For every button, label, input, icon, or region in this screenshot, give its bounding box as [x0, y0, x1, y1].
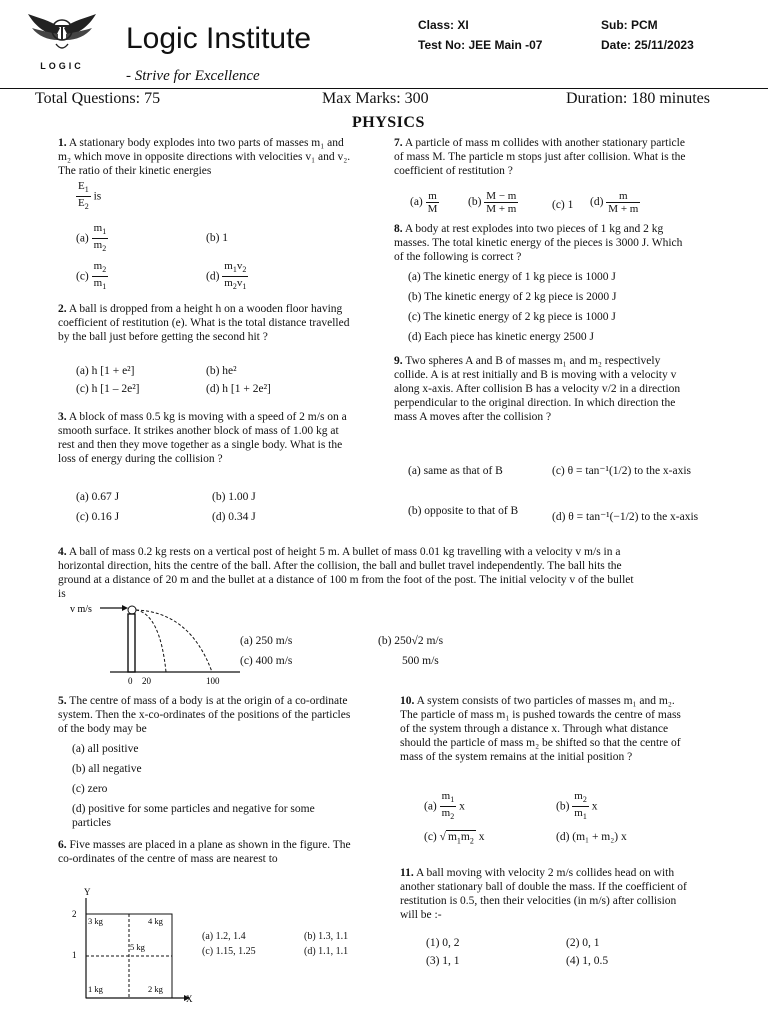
svg-text:100: 100: [206, 676, 220, 686]
question-6: [58, 838, 354, 866]
option-a[interactable]: (a) same as that of B: [408, 465, 503, 477]
svg-text:X: X: [186, 994, 193, 1004]
option-d[interactable]: (d) Each piece has kinetic energy 2500 J: [408, 331, 594, 343]
winged-emblem-icon: [26, 10, 98, 58]
mass-grid-figure: [66, 886, 200, 1008]
option-a[interactable]: (a) $\frac{m_1}{m_2}$ x: [424, 790, 465, 822]
question-number: 5.: [58, 695, 67, 707]
question-text: A system consists of two particles of masses m₁ and m₂. The particle of mass m₁ is pushed towards the centre of mass of the system through a distance x. Through what distance should the particle of mass m₂ be shifted so that the centre of mass of the system remains at the initial position ?: [400, 695, 681, 763]
question-number: 8.: [394, 223, 403, 235]
svg-text:Y: Y: [84, 887, 91, 897]
question-4: [58, 545, 636, 601]
svg-text:5 kg: 5 kg: [130, 942, 145, 952]
option-a[interactable]: (a) h [1 + e²]: [76, 365, 135, 377]
question-number: 11.: [400, 867, 414, 879]
tagline: - Strive for Excellence: [126, 68, 260, 84]
svg-text:1: 1: [72, 950, 77, 960]
option-b[interactable]: (b) 1.00 J: [212, 491, 256, 503]
option-c[interactable]: (c) zero: [72, 783, 108, 795]
question-text: A particle of mass m collides with another stationary particle of mass M. The particle m stops just after collision. What is the coefficient of restitution ?: [394, 137, 686, 177]
option-a[interactable]: (a) $\frac{m}{M}$: [410, 190, 438, 215]
logo-caption: LOGIC: [40, 61, 84, 71]
test-date: Date: 25/11/2023: [601, 38, 694, 52]
option-b[interactable]: (b) The kinetic energy of 2 kg piece is 2000 J: [408, 291, 617, 303]
projectile-figure: [70, 600, 250, 686]
question-number: 1.: [58, 137, 67, 149]
question-text: A stationary body explodes into two parts of masses m₁ and m₂ which move in opposite directions with velocities v₁ and v₂. The ratio of their kinetic energies: [58, 137, 351, 177]
question-1: [58, 136, 354, 178]
question-7: [394, 136, 688, 178]
svg-text:1 kg: 1 kg: [88, 984, 103, 994]
option-a[interactable]: (1) 0, 2: [426, 937, 460, 949]
option-d[interactable]: (d) h [1 + 2e²]: [206, 383, 271, 395]
option-c[interactable]: (c) √ $m_1m_2$ x: [424, 831, 485, 846]
question-text: A block of mass 0.5 kg is moving with a speed of 2 m/s on a smooth surface. It strikes another block of mass of 1.00 kg at rest and then they move together as a single body. What is the loss of energy during the collision ?: [58, 411, 347, 465]
question-number: 9.: [394, 355, 403, 367]
duration: Duration: 180 minutes: [566, 90, 710, 107]
option-c[interactable]: (c) θ = tan⁻¹(1/2) to the x-axis: [552, 465, 692, 477]
question-number: 2.: [58, 303, 67, 315]
question-text: A ball of mass 0.2 kg rests on a vertical post of height 5 m. A bullet of mass 0.01 kg travelling with a velocity v m/s in a horizontal direction, hits the centre of the ball. After the collision, the ball and bullet travel independently. The ball hits the ground at a distance of 20 m and the bullet at a distance of 100 m from the foot of the post. The initial velocity v of the bullet is: [58, 546, 634, 600]
option-c[interactable]: (c) 400 m/s: [240, 655, 293, 667]
q1-ratio: $\frac{E_1}{E_2}$ is: [78, 180, 102, 212]
svg-text:0: 0: [128, 676, 133, 686]
option-c[interactable]: (c) 1.15, 1.25: [202, 946, 256, 957]
option-c[interactable]: (3) 1, 1: [426, 955, 460, 967]
question-text: A body at rest explodes into two pieces of 1 kg and 2 kg masses. The total kinetic energy of the pieces is 3000 J. Which of the following is correct ?: [394, 223, 683, 263]
option-b[interactable]: (b) opposite to that of B: [408, 505, 519, 517]
logo: [26, 10, 98, 71]
question-10: [400, 694, 690, 764]
svg-text:2: 2: [72, 909, 77, 919]
option-b[interactable]: (b) all negative: [72, 763, 142, 775]
option-d[interactable]: (d) θ = tan⁻¹(−1/2) to the x-axis: [552, 511, 699, 523]
question-number: 6.: [58, 839, 67, 851]
velocity-label: v m/s: [70, 604, 92, 615]
question-number: 4.: [58, 546, 67, 558]
test-number: Test No: JEE Main -07: [418, 38, 543, 52]
question-8: [394, 222, 688, 264]
question-9: [394, 354, 692, 424]
post-icon: [128, 614, 135, 672]
question-3: [58, 410, 354, 466]
question-number: 10.: [400, 695, 415, 707]
header-divider: [0, 88, 768, 89]
question-text: A ball moving with velocity 2 m/s collides head on with another stationary ball of double the mass. If the coefficient of restitution is 0.5, then their velocities (in m/s) after collision will be :-: [400, 867, 687, 921]
question-5: [58, 694, 354, 736]
total-questions: Total Questions: 75: [35, 90, 161, 107]
max-marks: Max Marks: 300: [322, 90, 429, 107]
svg-text:2 kg: 2 kg: [148, 984, 163, 994]
option-b[interactable]: (b) 1: [206, 232, 229, 244]
subject-label: Sub: PCM: [601, 18, 658, 32]
option-d[interactable]: (d) $\frac{m_1v_2}{m_2v_1}$: [206, 260, 247, 292]
question-number: 3.: [58, 411, 67, 423]
option-d[interactable]: (d) (m₁ + m₂) x: [556, 831, 627, 843]
svg-text:20: 20: [142, 676, 151, 686]
option-d[interactable]: (d) $\frac{m}{M + m}$: [590, 190, 639, 215]
svg-text:4 kg: 4 kg: [148, 916, 163, 926]
question-text: The centre of mass of a body is at the origin of a co-ordinate system. Then the x-co-ordinates of the positions of the particles of the body may be: [58, 695, 351, 735]
question-text: Two spheres A and B of masses m₁ and m₂ respectively collide. A is at rest initially and B is moving with a velocity v along x-axis. After collision B has a velocity v/2 in a direction perpendicular to the original direction. In which direction the mass A moves after the collision ?: [394, 355, 681, 423]
class-label: Class: XI: [418, 18, 469, 32]
option-a[interactable]: (a) 0.67 J: [76, 491, 120, 503]
section-title: PHYSICS: [352, 114, 425, 131]
option-c[interactable]: (c) $\frac{m_2}{m_1}$: [76, 260, 107, 292]
question-11: [400, 866, 690, 922]
option-b[interactable]: (b) $\frac{M - m}{M + m}$: [468, 190, 517, 215]
ball-icon: [128, 606, 136, 614]
option-d[interactable]: (4) 1, 0.5: [566, 955, 609, 967]
institute-name: Logic Institute: [126, 22, 312, 55]
option-b[interactable]: (2) 0, 1: [566, 937, 600, 949]
option-c[interactable]: (c) h [1 – 2e²]: [76, 383, 140, 395]
svg-text:3 kg: 3 kg: [88, 916, 103, 926]
question-2: [58, 302, 354, 344]
option-d[interactable]: (d) positive for some particles and negative for some particles: [72, 803, 315, 829]
option-d[interactable]: (d) 1.1, 1.1: [304, 946, 349, 957]
q1-tail: is: [93, 190, 102, 203]
option-a[interactable]: (a) $\frac{m_1}{m_2}$: [76, 222, 107, 254]
question-text: Five masses are placed in a plane as shown in the figure. The co-ordinates of the centre of mass are nearest to: [58, 839, 351, 865]
option-a[interactable]: (a) 250 m/s: [240, 635, 293, 647]
option-a[interactable]: (a) all positive: [72, 743, 139, 755]
question-number: 7.: [394, 137, 403, 149]
option-b[interactable]: (b) $\frac{m_2}{m_1}$ x: [556, 790, 598, 822]
option-c[interactable]: (c) 0.16 J: [76, 511, 120, 523]
option-a[interactable]: (a) 1.2, 1.4: [202, 931, 246, 942]
option-a[interactable]: (a) The kinetic energy of 1 kg piece is 1000 J: [408, 271, 616, 283]
option-b[interactable]: (b) 250√2 m/s: [378, 635, 444, 647]
option-c[interactable]: (c) 1: [552, 199, 574, 211]
option-c[interactable]: (c) The kinetic energy of 2 kg piece is 1000 J: [408, 311, 616, 323]
option-b[interactable]: (b) 1.3, 1.1: [304, 931, 349, 942]
option-b[interactable]: (b) he²: [206, 365, 237, 377]
option-d[interactable]: (d) 0.34 J: [212, 511, 256, 523]
option-d[interactable]: 500 m/s: [402, 655, 439, 667]
question-text: A ball is dropped from a height h on a wooden floor having coefficient of restitution (e). What is the total distance travelled by the ball just before getting the second hit ?: [58, 303, 350, 343]
